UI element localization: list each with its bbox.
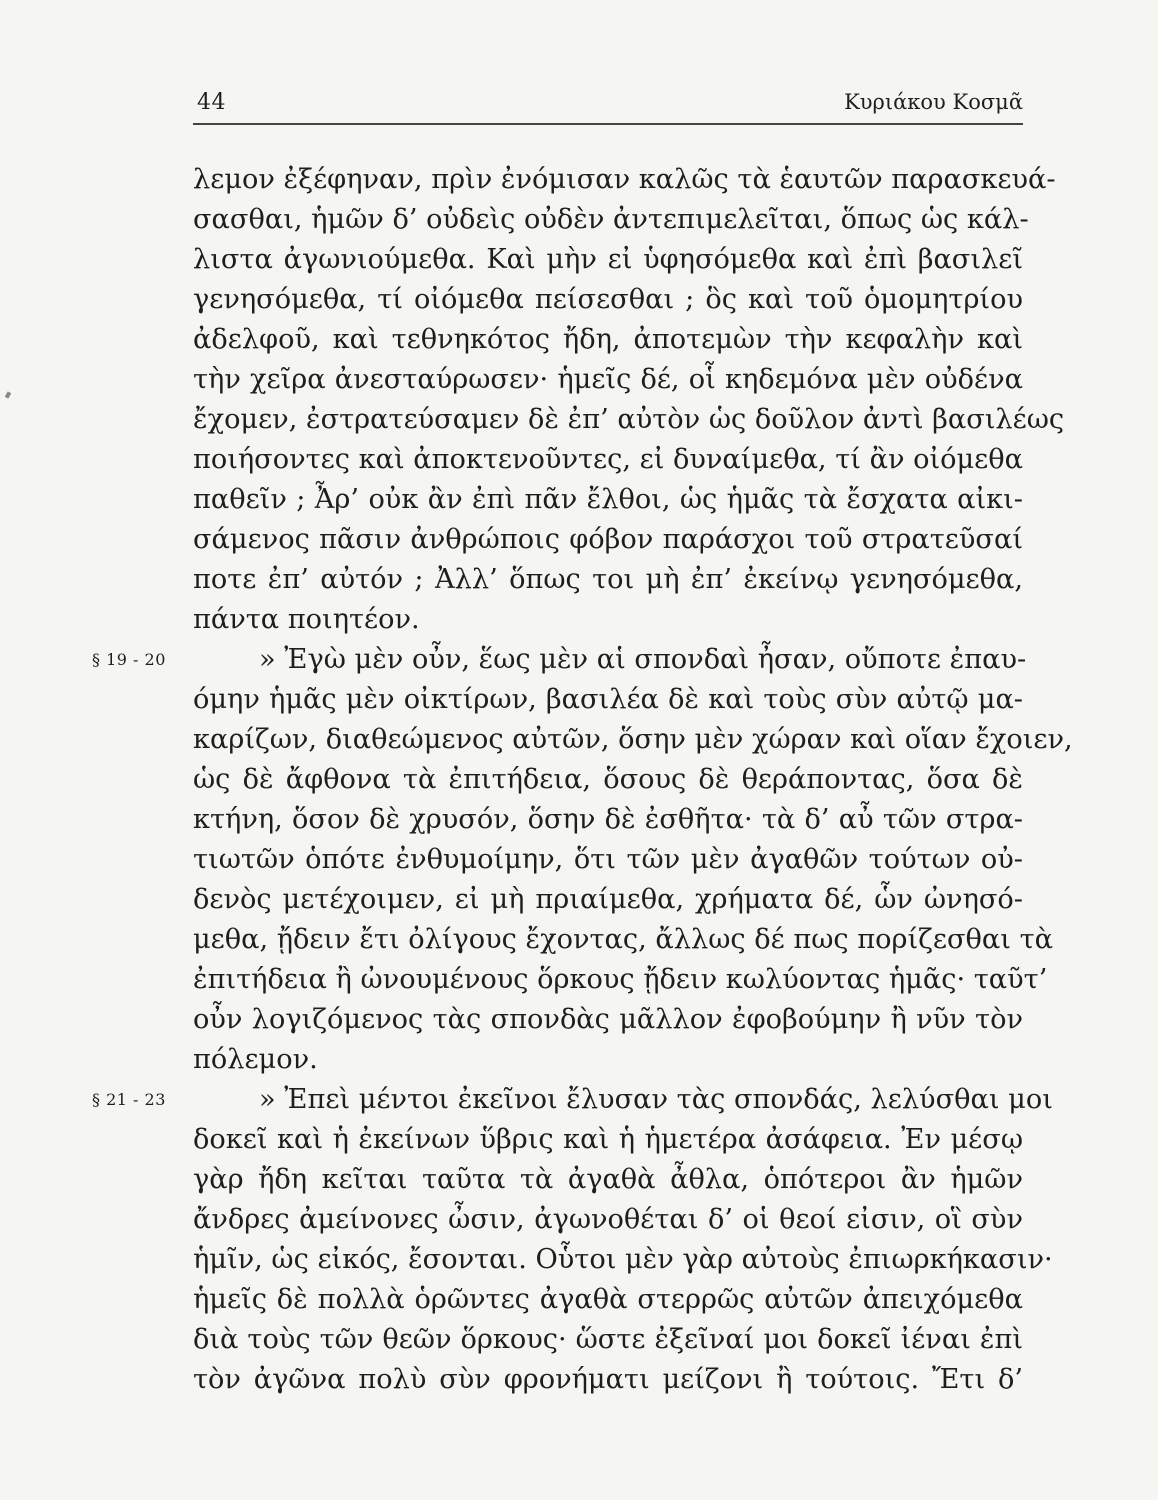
text-line: σάμενος πᾶσιν ἀνθρώποις φόβον παράσχοι τοῦ στρατεῦσαί bbox=[193, 524, 1023, 555]
text-line: κτήνη, ὅσον δὲ χρυσόν, ὅσην δὲ ἐσθῆτα· τὰ δ’ αὖ τῶν στρα- bbox=[193, 804, 1023, 835]
header-rule bbox=[193, 123, 1023, 125]
text-line: λεμον ἐξέφηναν, πρὶν ἐνόμισαν καλῶς τὰ ἑαυτῶν παρασκευά- bbox=[193, 164, 1056, 195]
text-line: ἔχομεν, ἐστρατεύσαμεν δὲ ἐπ’ αὐτὸν ὡς δοῦλον ἀντὶ βασιλέως bbox=[193, 404, 1065, 435]
text-line: ἡμεῖς δὲ πολλὰ ὁρῶντες ἀγαθὰ στερρῶς αὐτῶν ἀπειχόμεθα bbox=[193, 1284, 1023, 1315]
text-line: οὖν λογιζόμενος τὰς σπονδὰς μᾶλλον ἐφοβούμην ἢ νῦν τὸν bbox=[193, 1004, 1023, 1035]
text-line: ἄνδρες ἀμείνονες ὦσιν, ἀγωνοθέται δ’ οἱ θεοί εἰσιν, οἳ σὺν bbox=[193, 1204, 1023, 1235]
text-line: όμην ἡμᾶς μὲν οἰκτίρων, βασιλέα δὲ καὶ τοὺς σὺν αὐτῷ μα- bbox=[193, 684, 1023, 715]
text-line: πάντα ποιητέον. bbox=[193, 604, 420, 635]
text-line: ποιήσοντες καὶ ἀποκτενοῦντες, εἰ δυναίμεθα, τί ἂν οἰόμεθα bbox=[193, 444, 1023, 475]
running-title: Κυριάκου Κοσμᾶ bbox=[844, 90, 1023, 114]
page-number: 44 bbox=[197, 90, 226, 115]
margin-reference: § 21 - 23 bbox=[92, 1090, 166, 1109]
text-line: τιωτῶν ὁπότε ἐνθυμοίμην, ὅτι τῶν μὲν ἀγαθῶν τούτων οὐ- bbox=[193, 844, 1023, 875]
stray-mark bbox=[5, 391, 11, 398]
text-line: διὰ τοὺς τῶν θεῶν ὅρκους· ὥστε ἐξεῖναί μοι δοκεῖ ἰέναι ἐπὶ bbox=[193, 1324, 1023, 1355]
text-line: μεθα, ᾔδειν ἔτι ὀλίγους ἔχοντας, ἄλλως δέ πως πορίζεσθαι τὰ bbox=[193, 924, 1053, 955]
text-line: τὸν ἀγῶνα πολὺ σὺν φρονήματι μείζονι ἢ τούτοις. Ἔτι δ’ bbox=[193, 1364, 1023, 1395]
text-line: σασθαι, ἡμῶν δ’ οὐδεὶς οὐδὲν ἀντεπιμελεῖται, ὅπως ὡς κάλ- bbox=[193, 204, 1029, 235]
text-line: γενησόμεθα, τί οἰόμεθα πείσεσθαι ; ὃς καὶ τοῦ ὁμομητρίου bbox=[193, 284, 1023, 315]
text-line: ἐπιτήδεια ἢ ὠνουμένους ὅρκους ᾔδειν κωλύοντας ἡμᾶς· ταῦτ’ bbox=[193, 964, 1048, 995]
text-line: δοκεῖ καὶ ἡ ἐκείνων ὕβρις καὶ ἡ ἡμετέρα ἀσάφεια. Ἐν μέσῳ bbox=[193, 1124, 1023, 1155]
text-line: δενὸς μετέχοιμεν, εἰ μὴ πριαίμεθα, χρήματα δέ, ὧν ὠνησό- bbox=[193, 884, 1023, 915]
text-line: ποτε ἐπ’ αὐτόν ; Ἀλλ’ ὅπως τοι μὴ ἐπ’ ἐκείνῳ γενησόμεθα, bbox=[193, 564, 1023, 595]
margin-reference: § 19 - 20 bbox=[92, 650, 166, 669]
text-line: λιστα ἀγωνιούμεθα. Καὶ μὴν εἰ ὑφησόμεθα καὶ ἐπὶ βασιλεῖ bbox=[193, 244, 1023, 275]
text-line: ἡμῖν, ὡς εἰκός, ἔσονται. Οὗτοι μὲν γὰρ αὐτοὺς ἐπιωρκήκασιν· bbox=[193, 1244, 1053, 1275]
text-line: πόλεμον. bbox=[193, 1044, 318, 1075]
text-line: ὡς δὲ ἄφθονα τὰ ἐπιτήδεια, ὅσους δὲ θεράποντας, ὅσα δὲ bbox=[193, 764, 1023, 795]
text-line: παθεῖν ; Ἆρ’ οὐκ ἂν ἐπὶ πᾶν ἔλθοι, ὡς ἡμᾶς τὰ ἔσχατα αἰκι- bbox=[193, 484, 1023, 515]
text-line: καρίζων, διαθεώμενος αὐτῶν, ὅσην μὲν χώραν καὶ οἵαν ἔχοιεν, bbox=[193, 724, 1073, 755]
text-line: » Ἐγὼ μὲν οὖν, ἕως μὲν αἱ σπονδαὶ ἦσαν, οὔποτε ἐπαυ- bbox=[259, 644, 1027, 675]
text-line: ἀδελφοῦ, καὶ τεθνηκότος ἤδη, ἀποτεμὼν τὴν κεφαλὴν καὶ bbox=[193, 324, 1023, 355]
text-line: γὰρ ἤδη κεῖται ταῦτα τὰ ἀγαθὰ ἆθλα, ὁπότεροι ἂν ἡμῶν bbox=[193, 1164, 1023, 1195]
text-line: » Ἐπεὶ μέντοι ἐκεῖνοι ἔλυσαν τὰς σπονδάς, λελύσθαι μοι bbox=[259, 1084, 1053, 1115]
text-line: τὴν χεῖρα ἀνεσταύρωσεν· ἡμεῖς δέ, οἷ κηδεμόνα μὲν οὐδένα bbox=[193, 364, 1023, 395]
